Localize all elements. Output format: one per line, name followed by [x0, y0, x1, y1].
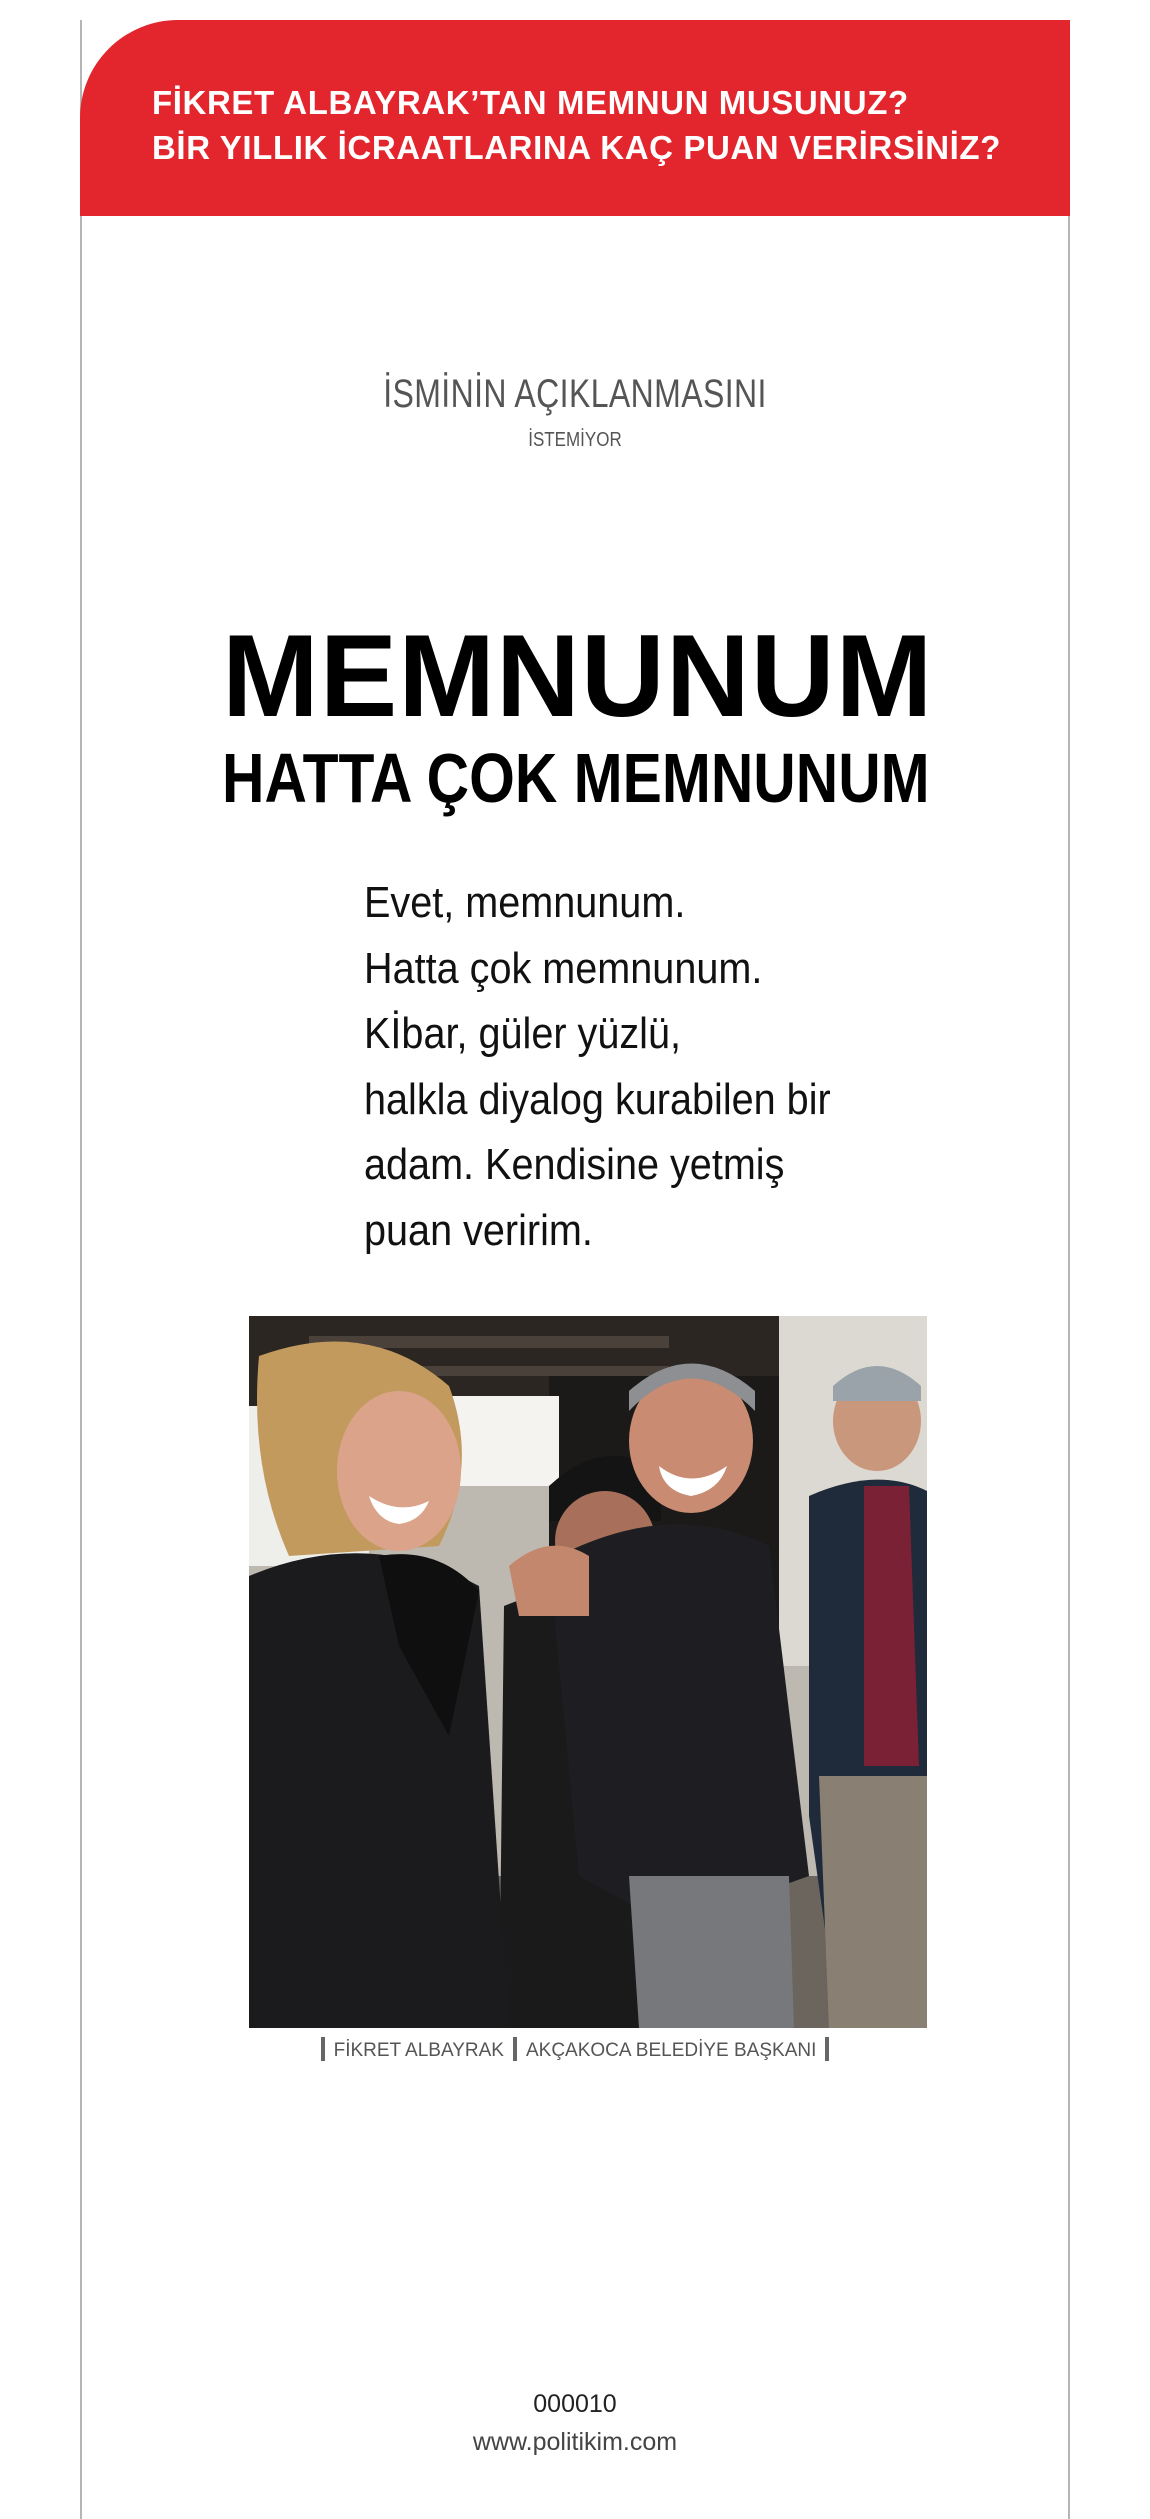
question-banner: [80, 20, 1070, 216]
caption-title: AKÇAKOCA BELEDİYE BAŞKANI: [525, 2040, 817, 2061]
quote-line: adam. Kendisine yetmiş: [364, 1140, 785, 1189]
subheadline: HATTA ÇOK MEMNUNUM: [222, 739, 930, 817]
mayor-photo: [249, 1316, 927, 2028]
caption-divider: [513, 2037, 517, 2061]
quote-line: halkla diyalog kurabilen bir: [364, 1074, 831, 1124]
respondent-anonymous-label: İSMİNİN AÇIKLANMASINI: [383, 372, 767, 416]
caption-divider: [321, 2037, 325, 2061]
website-url: www.politikim.com: [472, 2428, 678, 2456]
caption-name: FİKRET ALBAYRAK: [333, 2040, 504, 2061]
quote-line: Kİbar, güler yüzlü,: [364, 1009, 681, 1058]
quote-line: puan veririm.: [364, 1205, 593, 1255]
quote-line: Hatta çok memnunum.: [364, 943, 763, 993]
quote-text: [364, 870, 831, 1263]
respondent-anonymous-sublabel: İSTEMİYOR: [528, 429, 622, 451]
page-code: 000010: [533, 2390, 617, 2418]
photo-caption: [0, 2037, 1150, 2062]
caption-divider: [825, 2037, 829, 2061]
headline: MEMNUNUM: [222, 610, 934, 741]
quote-line: Evet, memnunum.: [364, 878, 686, 927]
banner-question-line-2: BİR YILLIK İCRAATLARINA KAÇ PUAN VERİRSİNİZ?: [152, 129, 1001, 166]
banner-question-line-1: FİKRET ALBAYRAK’TAN MEMNUN MUSUNUZ?: [152, 84, 909, 121]
